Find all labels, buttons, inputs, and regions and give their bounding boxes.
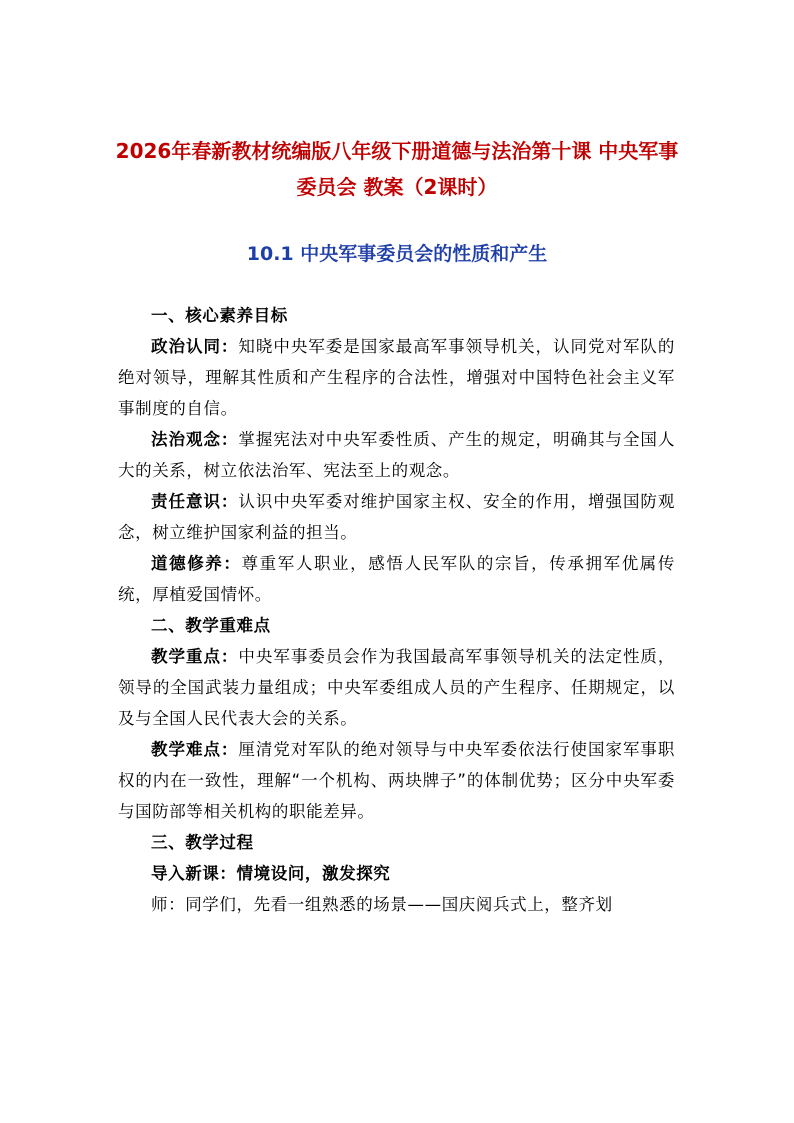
label-difficult: 教学难点： <box>151 740 239 759</box>
paragraph-difficult <box>118 734 675 827</box>
paragraph-goal-4 <box>118 548 675 610</box>
text-law: 掌握宪法对中央军委性质、产生的规定，明确其与全国人大的关系，树立依法治军、宪法至上的观念。 <box>118 430 676 480</box>
document-body <box>118 300 675 920</box>
text-political: 知晓中央军委是国家最高军事领导机关，认同党对军队的绝对领导，理解其性质和产生程序的合法性，增强对中国特色社会主义军事制度的自信。 <box>118 337 676 418</box>
document-title: 2026年春新教材统编版八年级下册道德与法治第十课 中央军事委员会 教案（2课时） <box>115 139 679 199</box>
heading-process: 三、教学过程 <box>151 833 254 852</box>
text-key: 中央军事委员会作为我国最高军事领导机关的法定性质，领导的全国武装力量组成；中央军委组成人员的产生程序、任期规定，以及与全国人民代表大会的关系。 <box>118 647 676 728</box>
text-responsibility: 认识中央军委对维护国家主权、安全的作用，增强国防观念，树立维护国家利益的担当。 <box>118 492 676 542</box>
paragraph-teacher: 师：同学们，先看一组熟悉的场景——国庆阅兵式上，整齐划 <box>151 895 613 914</box>
label-law: 法治观念： <box>151 430 239 449</box>
label-political: 政治认同： <box>151 337 239 356</box>
paragraph-key <box>118 641 675 734</box>
paragraph-goal-3 <box>118 486 675 548</box>
label-key: 教学重点： <box>151 647 239 666</box>
label-responsibility: 责任意识： <box>151 492 239 511</box>
heading-intro: 导入新课：情境设问，激发探究 <box>151 864 391 883</box>
section-title: 10.1 中央军事委员会的性质和产生 <box>246 243 548 265</box>
label-morality: 道德修养： <box>151 554 242 573</box>
text-morality: 尊重军人职业，感悟人民军队的宗旨，传承拥军优属传统，厚植爱国情怀。 <box>118 554 676 604</box>
paragraph-goal-1 <box>118 331 675 424</box>
paragraph-goal-2 <box>118 424 675 486</box>
heading-goals: 一、核心素养目标 <box>151 306 288 325</box>
text-difficult: 厘清党对军队的绝对领导与中央军委依法行使国家军事职权的内在一致性，理解“一个机构、两块牌子”的体制优势；区分中央军委与国防部等相关机构的职能差异。 <box>118 740 676 821</box>
heading-keypoints: 二、教学重难点 <box>151 616 271 635</box>
